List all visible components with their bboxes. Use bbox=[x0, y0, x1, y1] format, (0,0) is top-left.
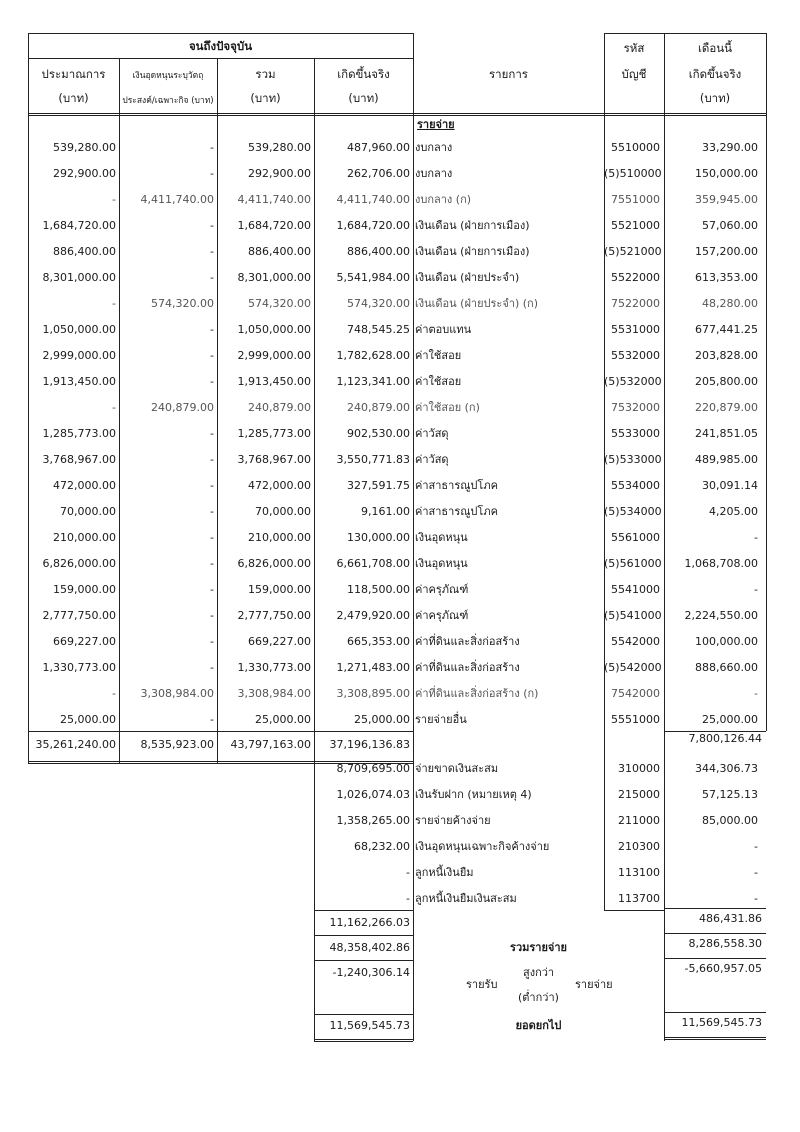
row-month: 203,828.00 bbox=[695, 349, 758, 362]
grand-label: รวมรายจ่าย bbox=[510, 941, 567, 954]
header-items: รายการ bbox=[489, 67, 528, 81]
row-item: เงินอุดหนุน bbox=[415, 557, 468, 570]
row-code: 7532000 bbox=[611, 401, 660, 414]
header-month: เดือนนี้ bbox=[697, 41, 733, 55]
header-subline bbox=[28, 58, 413, 59]
row-budget: - bbox=[112, 687, 116, 700]
other-row-code: 210300 bbox=[618, 840, 660, 853]
other-row-actual: - bbox=[406, 866, 410, 879]
row-code: 7522000 bbox=[611, 297, 660, 310]
row-total: 1,684,720.00 bbox=[237, 219, 311, 232]
row-total: 1,285,773.00 bbox=[237, 427, 311, 440]
row-reserve: - bbox=[210, 271, 214, 284]
surplus-lower: (ต่ำกว่า) bbox=[518, 991, 559, 1004]
row-month: 489,985.00 bbox=[695, 453, 758, 466]
row-actual: 1,123,341.00 bbox=[336, 375, 410, 388]
row-reserve: 3,308,984.00 bbox=[140, 687, 214, 700]
total-month: 7,800,126.44 bbox=[688, 732, 762, 745]
row-code: 5551000 bbox=[611, 713, 660, 726]
row-month: 4,205.00 bbox=[709, 505, 758, 518]
row-budget: 25,000.00 bbox=[60, 713, 116, 726]
row-actual: 130,000.00 bbox=[347, 531, 410, 544]
surplus-expense: รายจ่าย bbox=[575, 978, 613, 991]
grand-bottom-line bbox=[314, 960, 413, 961]
row-total: 292,900.00 bbox=[248, 167, 311, 180]
header-code-2: บัญชี bbox=[621, 67, 647, 81]
row-reserve: - bbox=[210, 531, 214, 544]
row-actual: 9,161.00 bbox=[361, 505, 410, 518]
row-actual: 118,500.00 bbox=[347, 583, 410, 596]
row-total: 210,000.00 bbox=[248, 531, 311, 544]
carry-month: 11,569,545.73 bbox=[681, 1016, 762, 1029]
row-item: ค่าที่ดินและสิ่งก่อสร้าง (ก) bbox=[415, 687, 539, 700]
other-row-item: ลูกหนี้เงินยืมเงินสะสม bbox=[415, 892, 517, 905]
header-month-unit: (บาท) bbox=[699, 91, 731, 105]
row-reserve: - bbox=[210, 375, 214, 388]
row-actual: 3,308,895.00 bbox=[336, 687, 410, 700]
other-row-month: 85,000.00 bbox=[702, 814, 758, 827]
row-budget: 886,400.00 bbox=[53, 245, 116, 258]
other-row-item: เงินรับฝาก (หมายเหตุ 4) bbox=[415, 788, 532, 801]
row-item: เงินเดือน (ฝ่ายประจำ) bbox=[415, 271, 520, 284]
row-total: 1,913,450.00 bbox=[237, 375, 311, 388]
row-budget: 1,684,720.00 bbox=[42, 219, 116, 232]
other-row-actual: 68,232.00 bbox=[354, 840, 410, 853]
totals-top-line bbox=[28, 731, 413, 732]
row-code: (5)510000 bbox=[604, 167, 662, 180]
row-item: งบกลาง (ก) bbox=[415, 193, 472, 206]
header-month-actual: เกิดขึ้นจริง bbox=[688, 67, 742, 81]
row-actual: 1,271,483.00 bbox=[336, 661, 410, 674]
row-code: 7551000 bbox=[611, 193, 660, 206]
other-row-actual: 1,358,265.00 bbox=[336, 814, 410, 827]
row-actual: 3,550,771.83 bbox=[336, 453, 410, 466]
row-actual: 240,879.00 bbox=[347, 401, 410, 414]
row-month: 613,353.00 bbox=[695, 271, 758, 284]
row-code: 5541000 bbox=[611, 583, 660, 596]
row-reserve: - bbox=[210, 609, 214, 622]
header-bottom-line bbox=[28, 113, 766, 114]
other-row-code: 211000 bbox=[618, 814, 660, 827]
row-reserve: - bbox=[210, 219, 214, 232]
row-month: 57,060.00 bbox=[702, 219, 758, 232]
subtotal-actual: 11,162,266.03 bbox=[329, 916, 410, 929]
surplus-income: รายรับ bbox=[466, 978, 498, 991]
other-row-item: ลูกหนี้เงินยืม bbox=[415, 866, 474, 879]
row-budget: 1,285,773.00 bbox=[42, 427, 116, 440]
row-total: 472,000.00 bbox=[248, 479, 311, 492]
other-row-month: - bbox=[754, 840, 758, 853]
section-title: รายจ่าย bbox=[417, 118, 455, 131]
row-code: (5)541000 bbox=[604, 609, 662, 622]
row-budget: - bbox=[112, 401, 116, 414]
other-row-actual: 1,026,074.03 bbox=[336, 788, 410, 801]
row-month: 1,068,708.00 bbox=[684, 557, 758, 570]
grand-top-line bbox=[314, 935, 413, 936]
row-total: 8,301,000.00 bbox=[237, 271, 311, 284]
row-code: 5510000 bbox=[611, 141, 660, 154]
row-reserve: - bbox=[210, 167, 214, 180]
carry-bottom-line-right bbox=[664, 1037, 766, 1038]
row-reserve: - bbox=[210, 349, 214, 362]
header-to-date: จนถึงปัจจุบัน bbox=[188, 39, 253, 53]
row-actual: 2,479,920.00 bbox=[336, 609, 410, 622]
row-total: 2,777,750.00 bbox=[237, 609, 311, 622]
other-row-item: เงินอุดหนุนเฉพาะกิจค้างจ่าย bbox=[415, 840, 550, 853]
row-actual: 487,960.00 bbox=[347, 141, 410, 154]
carry-label: ยอดยกไป bbox=[515, 1019, 562, 1032]
row-budget: 1,913,450.00 bbox=[42, 375, 116, 388]
row-budget: 472,000.00 bbox=[53, 479, 116, 492]
row-code: (5)542000 bbox=[604, 661, 662, 674]
row-month: 33,290.00 bbox=[702, 141, 758, 154]
carry-top-line bbox=[314, 1014, 413, 1015]
row-month: 220,879.00 bbox=[695, 401, 758, 414]
row-budget: 539,280.00 bbox=[53, 141, 116, 154]
row-code: (5)533000 bbox=[604, 453, 662, 466]
row-total: 159,000.00 bbox=[248, 583, 311, 596]
carry-bottom-line-2 bbox=[314, 1041, 413, 1042]
row-actual: 574,320.00 bbox=[347, 297, 410, 310]
row-budget: 2,999,000.00 bbox=[42, 349, 116, 362]
row-actual: 327,591.75 bbox=[347, 479, 410, 492]
row-total: 3,768,967.00 bbox=[237, 453, 311, 466]
surplus-month: -5,660,957.05 bbox=[684, 962, 762, 975]
row-item: ค่าสาธารณูปโภค bbox=[415, 479, 498, 492]
row-item: ค่าใช้สอย (ก) bbox=[415, 401, 480, 414]
row-actual: 262,706.00 bbox=[347, 167, 410, 180]
row-reserve: - bbox=[210, 505, 214, 518]
row-budget: 1,330,773.00 bbox=[42, 661, 116, 674]
row-actual: 5,541,984.00 bbox=[336, 271, 410, 284]
carry-bottom-line-right-2 bbox=[664, 1039, 766, 1040]
subtotal-top-line bbox=[314, 910, 413, 911]
header-code-1: รหัส bbox=[623, 41, 645, 55]
row-item: ค่าใช้สอย bbox=[415, 375, 462, 388]
row-total: 70,000.00 bbox=[255, 505, 311, 518]
row-code: (5)534000 bbox=[604, 505, 662, 518]
other-row-actual: 8,709,695.00 bbox=[336, 762, 410, 775]
row-actual: 665,353.00 bbox=[347, 635, 410, 648]
row-reserve: - bbox=[210, 141, 214, 154]
row-reserve: - bbox=[210, 323, 214, 336]
row-reserve: - bbox=[210, 453, 214, 466]
total-reserve: 8,535,923.00 bbox=[140, 738, 214, 751]
row-item: ค่าครุภัณฑ์ bbox=[415, 583, 469, 596]
row-reserve: - bbox=[210, 583, 214, 596]
row-budget: - bbox=[112, 193, 116, 206]
carry-actual: 11,569,545.73 bbox=[329, 1019, 410, 1032]
row-code: 5522000 bbox=[611, 271, 660, 284]
header-top-line-right bbox=[604, 33, 766, 34]
col-line-right bbox=[766, 33, 767, 731]
header-budget: ประมาณการ bbox=[41, 67, 106, 81]
row-total: 4,411,740.00 bbox=[237, 193, 311, 206]
row-reserve: 4,411,740.00 bbox=[140, 193, 214, 206]
row-month: 241,851.05 bbox=[695, 427, 758, 440]
row-reserve: - bbox=[210, 713, 214, 726]
row-code: 5534000 bbox=[611, 479, 660, 492]
row-code: 7542000 bbox=[611, 687, 660, 700]
row-code: 5531000 bbox=[611, 323, 660, 336]
row-total: 25,000.00 bbox=[255, 713, 311, 726]
row-month: 30,091.14 bbox=[702, 479, 758, 492]
header-top-line bbox=[28, 33, 413, 34]
header-total-unit: (บาท) bbox=[250, 91, 281, 105]
row-actual: 886,400.00 bbox=[347, 245, 410, 258]
header-bottom-line-2 bbox=[28, 115, 766, 116]
row-item: ค่าที่ดินและสิ่งก่อสร้าง bbox=[415, 661, 520, 674]
surplus-higher: สูงกว่า bbox=[523, 966, 555, 979]
other-row-code: 113100 bbox=[618, 866, 660, 879]
grand-month: 8,286,558.30 bbox=[688, 937, 762, 950]
row-total: 539,280.00 bbox=[248, 141, 311, 154]
row-item: เงินเดือน (ฝ่ายการเมือง) bbox=[415, 245, 530, 258]
row-item: เงินเดือน (ฝ่ายการเมือง) bbox=[415, 219, 530, 232]
row-actual: 748,545.25 bbox=[347, 323, 410, 336]
row-month: 359,945.00 bbox=[695, 193, 758, 206]
row-month: 205,800.00 bbox=[695, 375, 758, 388]
row-code: 5561000 bbox=[611, 531, 660, 544]
row-item: งบกลาง bbox=[415, 167, 453, 180]
row-item: งบกลาง bbox=[415, 141, 453, 154]
row-code: 5542000 bbox=[611, 635, 660, 648]
row-month: - bbox=[754, 531, 758, 544]
surplus-actual: -1,240,306.14 bbox=[332, 966, 410, 979]
other-row-item: รายจ่ายค้างจ่าย bbox=[415, 814, 491, 827]
total-actual: 37,196,136.83 bbox=[329, 738, 410, 751]
row-code: (5)561000 bbox=[604, 557, 662, 570]
row-item: ค่าสาธารณูปโภค bbox=[415, 505, 498, 518]
row-total: 2,999,000.00 bbox=[237, 349, 311, 362]
row-budget: - bbox=[112, 297, 116, 310]
grand-top-line-right bbox=[664, 933, 766, 934]
row-actual: 1,782,628.00 bbox=[336, 349, 410, 362]
row-total: 240,879.00 bbox=[248, 401, 311, 414]
row-item: ค่าครุภัณฑ์ bbox=[415, 609, 469, 622]
row-budget: 1,050,000.00 bbox=[42, 323, 116, 336]
row-reserve: - bbox=[210, 557, 214, 570]
header-actual-unit: (บาท) bbox=[348, 91, 379, 105]
other-row-month: - bbox=[754, 892, 758, 905]
row-code: 5532000 bbox=[611, 349, 660, 362]
row-total: 6,826,000.00 bbox=[237, 557, 311, 570]
row-month: 2,224,550.00 bbox=[684, 609, 758, 622]
total-budget: 35,261,240.00 bbox=[35, 738, 116, 751]
other-row-code: 215000 bbox=[618, 788, 660, 801]
other-row-code: 310000 bbox=[618, 762, 660, 775]
row-total: 886,400.00 bbox=[248, 245, 311, 258]
header-reserve-sub: ประสงค์/เฉพาะกิจ (บาท) bbox=[122, 96, 214, 106]
header-actual: เกิดขึ้นจริง bbox=[337, 67, 390, 81]
row-budget: 210,000.00 bbox=[53, 531, 116, 544]
col-line-5 bbox=[604, 33, 605, 910]
carry-top-line-right bbox=[664, 1012, 766, 1013]
row-actual: 25,000.00 bbox=[354, 713, 410, 726]
row-item: รายจ่ายอื่น bbox=[415, 713, 467, 726]
row-month: 100,000.00 bbox=[695, 635, 758, 648]
total-total: 43,797,163.00 bbox=[230, 738, 311, 751]
row-budget: 2,777,750.00 bbox=[42, 609, 116, 622]
row-actual: 902,530.00 bbox=[347, 427, 410, 440]
header-total: รวม bbox=[255, 67, 276, 81]
row-budget: 669,227.00 bbox=[53, 635, 116, 648]
row-item: ค่าวัสดุ bbox=[415, 453, 449, 466]
row-item: เงินเดือน (ฝ่ายประจำ) (ก) bbox=[415, 297, 538, 310]
header-budget-unit: (บาท) bbox=[58, 91, 89, 105]
row-reserve: - bbox=[210, 479, 214, 492]
row-actual: 4,411,740.00 bbox=[336, 193, 410, 206]
header-reserve: เงินอุดหนุนระบุวัตถุ bbox=[132, 71, 204, 81]
row-reserve: - bbox=[210, 661, 214, 674]
row-reserve: - bbox=[210, 245, 214, 258]
row-actual: 1,684,720.00 bbox=[336, 219, 410, 232]
row-code: 5521000 bbox=[611, 219, 660, 232]
row-total: 669,227.00 bbox=[248, 635, 311, 648]
row-reserve: - bbox=[210, 635, 214, 648]
row-reserve: 240,879.00 bbox=[151, 401, 214, 414]
subtotal-month: 486,431.86 bbox=[699, 912, 762, 925]
row-month: 677,441.25 bbox=[695, 323, 758, 336]
other-row-month: 57,125.13 bbox=[702, 788, 758, 801]
row-actual: 6,661,708.00 bbox=[336, 557, 410, 570]
row-reserve: 574,320.00 bbox=[151, 297, 214, 310]
row-total: 3,308,984.00 bbox=[237, 687, 311, 700]
row-total: 1,330,773.00 bbox=[237, 661, 311, 674]
row-item: ค่าที่ดินและสิ่งก่อสร้าง bbox=[415, 635, 520, 648]
row-month: - bbox=[754, 687, 758, 700]
row-code: (5)532000 bbox=[604, 375, 662, 388]
grand-actual: 48,358,402.86 bbox=[329, 941, 410, 954]
row-reserve: - bbox=[210, 427, 214, 440]
carry-bottom-line bbox=[314, 1039, 413, 1040]
col-line-4 bbox=[413, 33, 414, 1041]
row-month: 157,200.00 bbox=[695, 245, 758, 258]
row-month: - bbox=[754, 583, 758, 596]
row-budget: 3,768,967.00 bbox=[42, 453, 116, 466]
row-budget: 292,900.00 bbox=[53, 167, 116, 180]
row-item: ค่าวัสดุ bbox=[415, 427, 449, 440]
row-month: 25,000.00 bbox=[702, 713, 758, 726]
other-row-actual: - bbox=[406, 892, 410, 905]
row-month: 48,280.00 bbox=[702, 297, 758, 310]
other-row-month: 344,306.73 bbox=[695, 762, 758, 775]
subtotal-top-line-right bbox=[664, 908, 766, 909]
row-month: 150,000.00 bbox=[695, 167, 758, 180]
row-budget: 8,301,000.00 bbox=[42, 271, 116, 284]
row-item: เงินอุดหนุน bbox=[415, 531, 468, 544]
row-total: 1,050,000.00 bbox=[237, 323, 311, 336]
row-budget: 70,000.00 bbox=[60, 505, 116, 518]
row-month: 888,660.00 bbox=[695, 661, 758, 674]
row-item: ค่าใช้สอย bbox=[415, 349, 462, 362]
other-row-code: 113700 bbox=[618, 892, 660, 905]
row-budget: 159,000.00 bbox=[53, 583, 116, 596]
row-item: ค่าตอบแทน bbox=[415, 323, 472, 336]
row-code: (5)521000 bbox=[604, 245, 662, 258]
row-total: 574,320.00 bbox=[248, 297, 311, 310]
row-code: 5533000 bbox=[611, 427, 660, 440]
other-row-month: - bbox=[754, 866, 758, 879]
grand-bottom-line-right bbox=[664, 958, 766, 959]
row-budget: 6,826,000.00 bbox=[42, 557, 116, 570]
other-bottom-line-right bbox=[604, 910, 664, 911]
other-row-item: จ่ายขาดเงินสะสม bbox=[415, 762, 499, 775]
